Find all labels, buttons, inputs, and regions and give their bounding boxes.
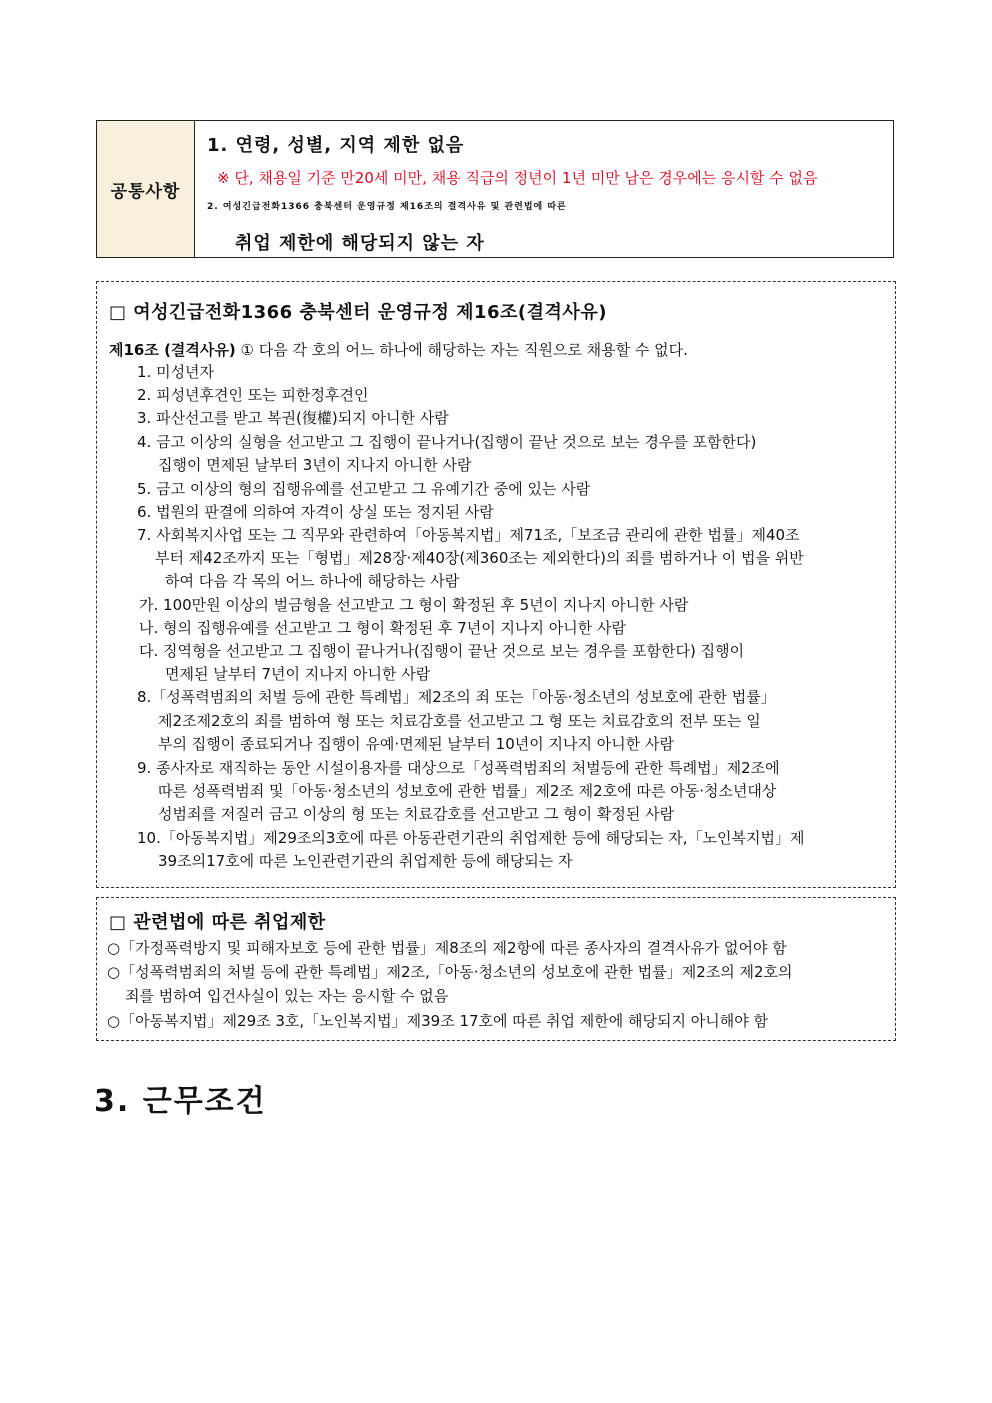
article-label: 제16조 (결격사유) — [109, 341, 236, 359]
list-item: 죄를 범하여 입건사실이 있는 자는 응시할 수 없음 — [125, 987, 449, 1005]
list-item: 10.「아동복지법」제29조의3호에 따른 아동관련기관의 취업제한 등에 해당되는 자,「노인복지법」제 — [137, 829, 805, 847]
article-heading — [109, 339, 688, 360]
list-item: 9. 종사자로 재직하는 동안 시설이용자를 대상으로「성폭력범죄의 처벌등에 관한 특례법」제2조에 — [137, 759, 780, 777]
list-item: 6. 법원의 판결에 의하여 자격이 상실 또는 정지된 사람 — [137, 503, 494, 521]
common-body — [207, 121, 887, 257]
list-item: 5. 금고 이상의 형의 집행유예를 선고받고 그 유예기간 중에 있는 사람 — [137, 480, 591, 498]
common-item-2-cont: 취업 제한에 해당되지 않는 자 — [235, 233, 485, 254]
list-item: 집행이 면제된 날부터 3년이 지나지 아니한 사람 — [158, 456, 472, 474]
list-item: 39조의17호에 따른 노인관련기관의 취업제한 등에 해당되는 자 — [158, 852, 573, 870]
list-item: 부의 집행이 종료되거나 집행이 유예·면제된 날부터 10년이 지나지 아니한 사람 — [158, 735, 674, 753]
list-item: 7. 사회복지사업 또는 그 직무와 관련하여「아동복지법」제71조,「보조금 관리에 관한 법률」제40조 — [137, 526, 800, 544]
list-item: 다. 징역형을 선고받고 그 집행이 끝나거나(집행이 끝난 것으로 보는 경우를 포함한다) 집행이 — [139, 642, 745, 660]
list-item: 나. 형의 집행유예를 선고받고 그 형이 확정된 후 7년이 지나지 아니한 사람 — [139, 619, 626, 637]
list-item: 따른 성폭력범죄 및「아동·청소년의 성보호에 관한 법률」제2조 제2호에 따른 아동·청소년대상 — [158, 782, 777, 800]
common-item-2: 2. 여성긴급전화1366 충북센터 운영규정 제16조의 결격사유 및 관련법에 따른 — [207, 202, 567, 212]
section-heading: 3. 근무조건 — [94, 1084, 267, 1119]
article-text: ① 다음 각 호의 어느 하나에 해당하는 자는 직원으로 채용할 수 없다. — [235, 341, 688, 359]
list-item: 4. 금고 이상의 실형을 선고받고 그 집행이 끝나거나(집행이 끝난 것으로 보는 경우를 포함한다) — [137, 433, 757, 451]
employment-restriction-box — [96, 897, 896, 1041]
list-item: 면제된 날부터 7년이 지나지 아니한 사람 — [165, 665, 431, 683]
disqualification-box — [96, 281, 896, 888]
list-item: 제2조제2호의 죄를 범하여 형 또는 치료감호를 선고받고 그 형 또는 치료감호의 전부 또는 일 — [158, 712, 761, 730]
common-note: ※ 단, 채용일 기준 만20세 미만, 채용 직급의 정년이 1년 미만 남은 경우에는 응시할 수 없음 — [217, 169, 818, 187]
list-item: 부터 제42조까지 또는「형법」제28장·제40장(제360조는 제외한다)의 죄를 범하거나 이 법을 위반 — [155, 549, 804, 567]
list-item: 가. 100만원 이상의 벌금형을 선고받고 그 형이 확정된 후 5년이 지나지 아니한 사람 — [139, 596, 689, 614]
common-requirements-table — [96, 120, 894, 258]
list-item: 하여 다음 각 목의 어느 하나에 해당하는 사람 — [165, 572, 460, 590]
list-item: 2. 피성년후견인 또는 피한정후견인 — [137, 386, 369, 404]
disqualification-title: □ 여성긴급전화1366 충북센터 운영규정 제16조(결격사유) — [109, 302, 607, 323]
list-item: 8.「성폭력범죄의 처벌 등에 관한 특례법」제2조의 죄 또는「아동·청소년의 성보호에 관한 법률」 — [137, 688, 776, 706]
common-item-1: 1. 연령, 성별, 지역 제한 없음 — [207, 135, 465, 156]
list-item: ○「아동복지법」제29조 3호,「노인복지법」제39조 17호에 따른 취업 제한에 해당되지 아니해야 함 — [107, 1012, 768, 1030]
common-label: 공통사항 — [97, 121, 195, 257]
employment-restriction-title: □ 관련법에 따른 취업제한 — [109, 912, 326, 933]
list-item: ○「성폭력범죄의 처벌 등에 관한 특례법」제2조,「아동·청소년의 성보호에 관한 법률」제2조의 제2호의 — [107, 963, 793, 981]
list-item: ○「가정폭력방지 및 피해자보호 등에 관한 법률」제8조의 제2항에 따른 종사자의 결격사유가 없어야 함 — [107, 939, 787, 957]
list-item: 성범죄를 저질러 금고 이상의 형 또는 치료감호를 선고받고 그 형이 확정된 사람 — [158, 805, 675, 823]
list-item: 1. 미성년자 — [137, 363, 215, 381]
list-item: 3. 파산선고를 받고 복권(復權)되지 아니한 사람 — [137, 409, 449, 427]
